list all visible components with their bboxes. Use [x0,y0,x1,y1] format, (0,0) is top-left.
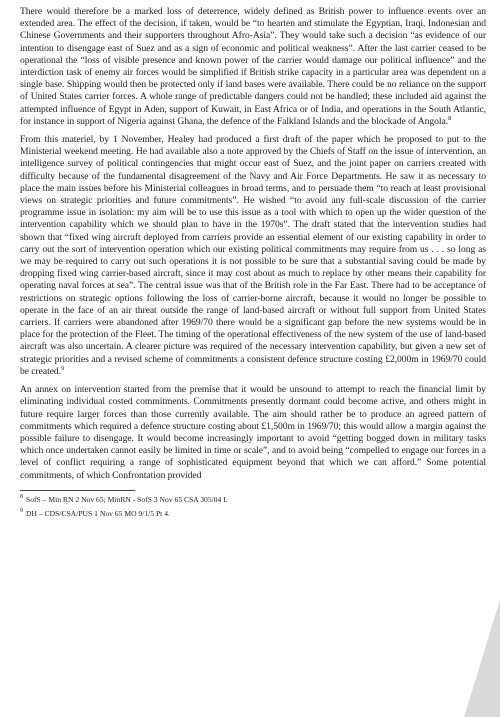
footnote-ref-8: 8 [448,114,452,122]
footnote-8: $^8$ SofS – Min RN 2 Nov 65; MinRN - SofS 3 Nov 65 CSA 305/04 I. [20,494,228,504]
footnote-9: $^9$ DH – CDS/CSA/PUS 1 Nov 65 MO 9/1/5 Pt 4. [20,508,170,518]
footnote-divider [20,490,135,491]
paragraph-3: An annex on intervention started from the premise that it would be unsound to attempt to reach the financial limit by eliminating individual costed commitments. Commitments presently dormant could become active, and others might in future require larger forces than those currently available. The aim should rather be to produce an agreed pattern of commitments which required a defence structure costing about £1,500m in 1969/70; this would allow a margin against the possible failure to disengage. It would become increasingly important to avoid “getting bogged down in military tasks which once undertaken cannot easily be limited in time or scale”, and to avoid being “compelled to engage our forces in a level of conflict requiring a range of sophisticated equipment beyond that which we can afford.” Some potential commitments, of which Confrontation provided [20,384,486,481]
page-fold-shadow [464,600,500,717]
footnotes [20,495,486,519]
body-text [20,6,486,482]
footnote-ref-9: 9 [61,364,65,372]
paragraph-2: From this materiel, by 1 November, Healey had produced a first draft of the paper which he proposed to put to the Ministerial weekend meeting. He had available also a note approved by the Chiefs of Staff on the issue of intervention, an intelligence survey of political contingencies that might occur east of Suez, and the joint paper on carriers created with difficulty because of the fundamental disagreement of the Navy and Air Force Departments. He saw it as necessary to place the main issues before his Ministerial colleagues in broad terms, and to persuade them “to reach at least provisional views on strategic priorities and future commitments”. He wished “to avoid any full-scale discussion of the carrier programme issue in isolation: my aim will be to use this issue as a tool with which to open up the wider question of the intervention capability which we should plan to have in the 1970s”. The draft stated that the intervention studies had shown that “fixed wing aircraft deployed from carriers provide an essential element of our existing capability in order to carry out the sort of intervention operation which our existing political commitments may require from us . . . so long as we may be required to carry out such operations it is not possible to be sure that a substantial saving could be made by dropping fixed wing carrier-based aircraft, since it may cost about as much to replace by other means their capability for operating naval forces at sea”. The central issue was that of the British role in the Far East. There had to be acceptance of restrictions on strategic options following the loss of carrier-borne aircraft, because it would no longer be possible to operate in the face of an air threat outside the range of land-based aircraft or without full support from United States carriers. If carriers were abandoned after 1969/70 there would be a significant gap before the new systems would be in place for the protection of the Fleet. The timing of the operational effectiveness of the new system of the use of land-based aircraft was also uncertain. A clearer picture was required of the necessary intervention capability, but given a new set of strategic priorities and a revised scheme of commitments a consistent defence structure costing £2,000m in 1969/70 could be created.$^9$ [20,134,486,377]
paragraph-1: There would therefore be a marked loss of deterrence, widely defined as British power to influence events over an extended area. The effect of the decision, if taken, would be “to hearten and stimulate the Egyptian, Iraqi, Indonesian and Chinese Governments and their supporters throughout Afro-Asia”. They would take such a decision “as evidence of our intention to disengage east of Suez and as a sign of economic and political weakness”. After the last carrier ceased to be operational the “loss of visible presence and known power of the carrier would damage our political influence” and the interdiction task of enemy air forces would be simplified if British strike capacity in a particular area was dependent on a single base. Shipping would then be protected only if land bases were available. There could be no reliance on the support of United States carrier forces. A whole range of predictable dangers could not be handled; these included aid against the attempted influence of Egypt in Aden, support of Kuwait, in East Africa or of India, and operations in the South Atlantic, for instance in support of Nigeria against Ghana, the defence of the Falkland Islands and the blockade of Angola.$^8$ [20,6,486,127]
